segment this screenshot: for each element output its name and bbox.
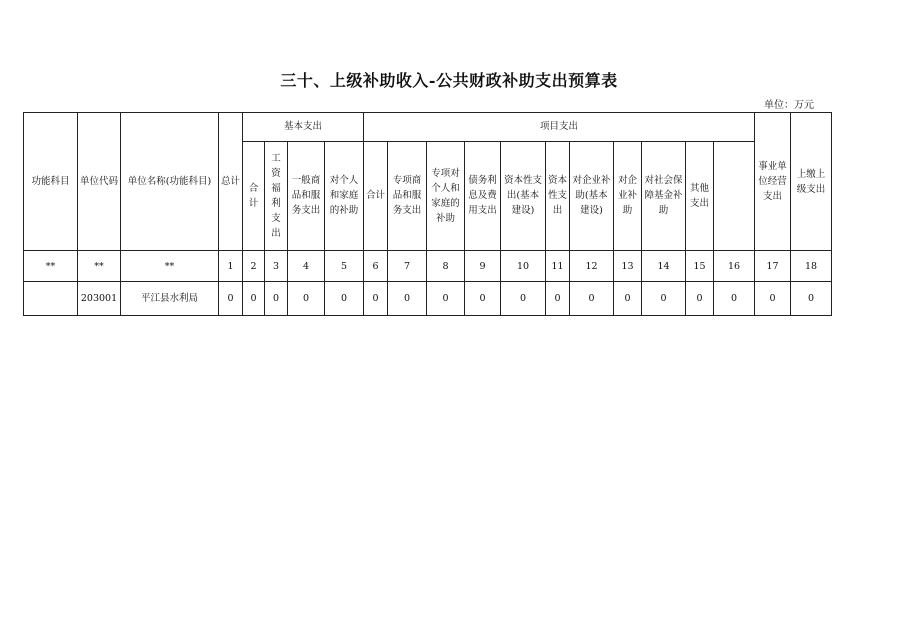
- header-total: 总计: [219, 113, 243, 251]
- table-cell: 0: [388, 282, 427, 316]
- table-cell: 0: [325, 282, 364, 316]
- table-cell: 0: [714, 282, 755, 316]
- index-cell: 16: [714, 251, 755, 282]
- table-cell: 0: [364, 282, 388, 316]
- header-row-group: [24, 113, 832, 142]
- header-project-sum: 合计: [364, 141, 388, 250]
- index-cell: 5: [325, 251, 364, 282]
- table-cell: 0: [288, 282, 325, 316]
- index-cell: **: [24, 251, 78, 282]
- header-func-subject: 功能科目: [24, 113, 78, 251]
- table-cell: 0: [265, 282, 288, 316]
- index-cell: 18: [791, 251, 832, 282]
- index-cell: 6: [364, 251, 388, 282]
- index-cell: 14: [642, 251, 686, 282]
- table-cell: 0: [427, 282, 465, 316]
- table-cell: 0: [465, 282, 501, 316]
- index-cell: 7: [388, 251, 427, 282]
- table-cell: 0: [501, 282, 546, 316]
- header-salary: 工资福利支出: [265, 141, 288, 250]
- index-cell: **: [78, 251, 121, 282]
- index-cell: 12: [570, 251, 614, 282]
- header-unit-name: 单位名称(功能科目): [121, 113, 219, 251]
- header-other: 其他支出: [686, 141, 714, 250]
- index-row: [24, 251, 832, 282]
- index-cell: 13: [614, 251, 642, 282]
- header-enterprise: 对企业补助: [614, 141, 642, 250]
- header-capital-basic-construction: 资本性支出(基本建设): [501, 141, 546, 250]
- header-project-group: 项目支出: [364, 113, 755, 142]
- budget-table: [23, 112, 832, 316]
- header-unit-code: 单位代码: [78, 113, 121, 251]
- table-cell: 0: [642, 282, 686, 316]
- header-personal-basic: 对个人和家庭的补助: [325, 141, 364, 250]
- table-cell: 0: [791, 282, 832, 316]
- index-cell: 9: [465, 251, 501, 282]
- header-goods-basic: 一般商品和服务支出: [288, 141, 325, 250]
- table-cell: 0: [755, 282, 791, 316]
- table-row: [24, 282, 832, 316]
- header-remit-upper: 上缴上级支出: [791, 113, 832, 251]
- unit-label: 单位：万元: [764, 100, 814, 111]
- table-cell: [24, 282, 78, 316]
- table-cell: 0: [614, 282, 642, 316]
- header-business: 事业单位经营支出: [755, 113, 791, 251]
- header-social-security: 对社会保障基金补助: [642, 141, 686, 250]
- index-cell: 17: [755, 251, 791, 282]
- page-title: 三十、上级补助收入-公共财政补助支出预算表: [280, 71, 618, 90]
- index-cell: 10: [501, 251, 546, 282]
- header-capital: 资本性支出: [546, 141, 570, 250]
- index-cell: 1: [219, 251, 243, 282]
- index-cell: 4: [288, 251, 325, 282]
- header-debt-interest: 债务利息及费用支出: [465, 141, 501, 250]
- header-basic-sum: 合计: [243, 141, 265, 250]
- index-cell: 11: [546, 251, 570, 282]
- header-goods-project: 专项商品和服务支出: [388, 141, 427, 250]
- index-cell: **: [121, 251, 219, 282]
- index-cell: 15: [686, 251, 714, 282]
- table-cell: 0: [570, 282, 614, 316]
- table-cell: 0: [686, 282, 714, 316]
- header-basic-group: 基本支出: [243, 113, 364, 142]
- table-cell: 平江县水利局: [121, 282, 219, 316]
- index-cell: 8: [427, 251, 465, 282]
- header-enterprise-basic-construction: 对企业补助(基本建设): [570, 141, 614, 250]
- header-personal-project: 专项对个人和家庭的补助: [427, 141, 465, 250]
- table-cell: 203001: [78, 282, 121, 316]
- index-cell: 3: [265, 251, 288, 282]
- table-cell: 0: [546, 282, 570, 316]
- index-cell: 2: [243, 251, 265, 282]
- table-cell: 0: [243, 282, 265, 316]
- table-cell: 0: [219, 282, 243, 316]
